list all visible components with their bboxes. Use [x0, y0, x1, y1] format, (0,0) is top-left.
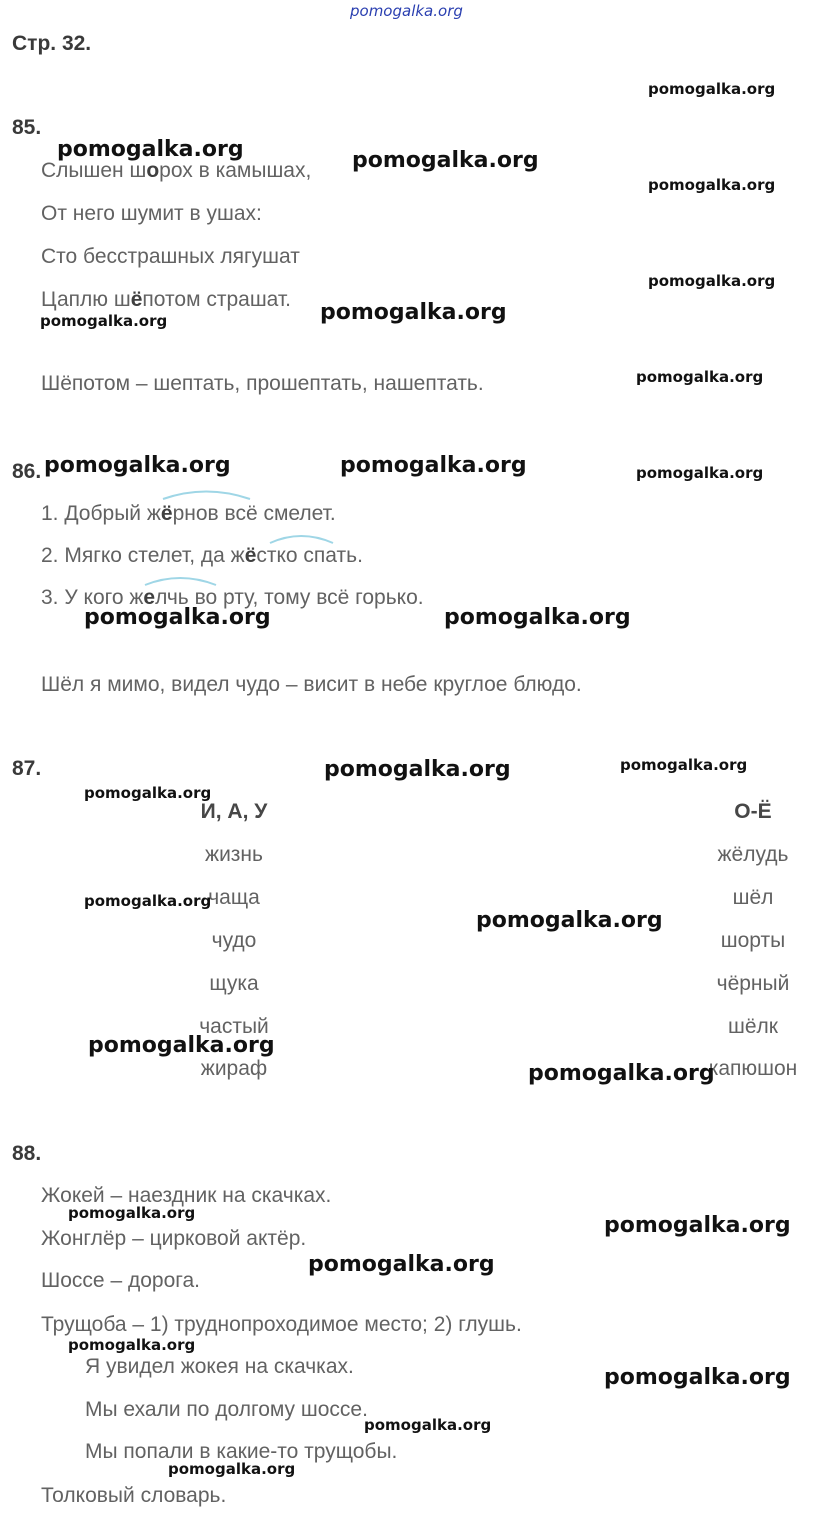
left-word: чудо — [211, 929, 257, 952]
ex86-item-1: 1. Добрый жёрнов всё смелет. — [41, 502, 336, 525]
watermark: pomogalka.org — [88, 1033, 275, 1058]
watermark: pomogalka.org — [57, 137, 244, 162]
top-watermark: pomogalka.org — [350, 2, 463, 20]
watermark: pomogalka.org — [604, 1365, 791, 1390]
watermark: pomogalka.org — [84, 892, 212, 910]
stressed-letter: ё — [244, 544, 257, 567]
ex88-definition: Шоссе – дорога. — [41, 1269, 200, 1292]
ex88-sentence: Мы попали в какие-то трущобы. — [85, 1440, 398, 1463]
stressed-letter: о — [146, 159, 160, 182]
left-column-header: И, А, У — [200, 800, 268, 823]
watermark: pomogalka.org — [84, 605, 271, 630]
right-word: шёл — [732, 886, 774, 909]
left-word: чаща — [208, 886, 260, 909]
watermark: pomogalka.org — [68, 1204, 196, 1222]
watermark: pomogalka.org — [84, 784, 212, 802]
right-word: чёрный — [716, 972, 790, 995]
watermark: pomogalka.org — [364, 1416, 492, 1434]
left-word: жираф — [200, 1057, 268, 1080]
exercise-88-number: 88. — [12, 1142, 42, 1165]
right-word: капюшон — [708, 1057, 798, 1080]
watermark: pomogalka.org — [44, 453, 231, 478]
watermark: pomogalka.org — [324, 757, 511, 782]
watermark: pomogalka.org — [320, 300, 507, 325]
ex85-note: Шёпотом – шептать, прошептать, нашептать. — [41, 372, 484, 395]
watermark: pomogalka.org — [604, 1213, 791, 1238]
watermark: pomogalka.org — [68, 1336, 196, 1354]
watermark: pomogalka.org — [648, 272, 776, 290]
stressed-letter: е — [143, 586, 156, 609]
ex86-item-3: 3. У кого желчь во рту, тому всё горько. — [41, 586, 424, 609]
ex88-definition: Жокей – наездник на скачках. — [41, 1184, 332, 1207]
ex85-poem-line-2: От него шумит в ушах: — [41, 202, 262, 225]
ex88-definition: Жонглёр – цирковой актёр. — [41, 1227, 307, 1250]
watermark: pomogalka.org — [308, 1252, 495, 1277]
ex85-poem-line-3: Сто бесстрашных лягушат — [41, 245, 300, 268]
watermark: pomogalka.org — [476, 908, 663, 933]
watermark: pomogalka.org — [636, 464, 764, 482]
ex86-riddle: Шёл я мимо, видел чудо – висит в небе круглое блюдо. — [41, 673, 582, 696]
ex88-source: Толковый словарь. — [41, 1484, 227, 1507]
ex86-item-2: 2. Мягко стелет, да жёстко спать. — [41, 544, 363, 567]
left-word: жизнь — [205, 843, 263, 866]
right-word: шёлк — [728, 1015, 778, 1038]
watermark: pomogalka.org — [40, 312, 168, 330]
stressed-letter: ё — [130, 288, 143, 311]
ex88-definition: Трущоба – 1) труднопроходимое место; 2) глушь. — [41, 1313, 522, 1336]
stressed-letter: ё — [160, 502, 173, 525]
right-word: жёлудь — [717, 843, 789, 866]
ex88-sentence: Мы ехали по долгому шоссе. — [85, 1398, 368, 1421]
page-header: Стр. 32. — [12, 32, 92, 55]
left-word: частый — [199, 1015, 269, 1038]
watermark: pomogalka.org — [636, 368, 764, 386]
right-column-header: О-Ё — [734, 800, 772, 823]
exercise-85-number: 85. — [12, 116, 42, 139]
watermark: pomogalka.org — [620, 756, 748, 774]
watermark: pomogalka.org — [352, 148, 539, 173]
watermark: pomogalka.org — [168, 1460, 296, 1478]
stress-arc-1 — [160, 486, 255, 502]
watermark: pomogalka.org — [648, 80, 776, 98]
ex88-sentence: Я увидел жокея на скачках. — [85, 1355, 354, 1378]
exercise-87-number: 87. — [12, 757, 42, 780]
right-word: шорты — [720, 929, 786, 952]
watermark: pomogalka.org — [528, 1061, 715, 1086]
ex85-poem-line-1: Слышен шорох в камышах, — [41, 159, 312, 182]
watermark: pomogalka.org — [648, 176, 776, 194]
watermark: pomogalka.org — [340, 453, 527, 478]
left-word: щука — [209, 972, 259, 995]
watermark: pomogalka.org — [444, 605, 631, 630]
ex85-poem-line-4: Цаплю шёпотом страшат. — [41, 288, 292, 311]
exercise-86-number: 86. — [12, 460, 42, 483]
